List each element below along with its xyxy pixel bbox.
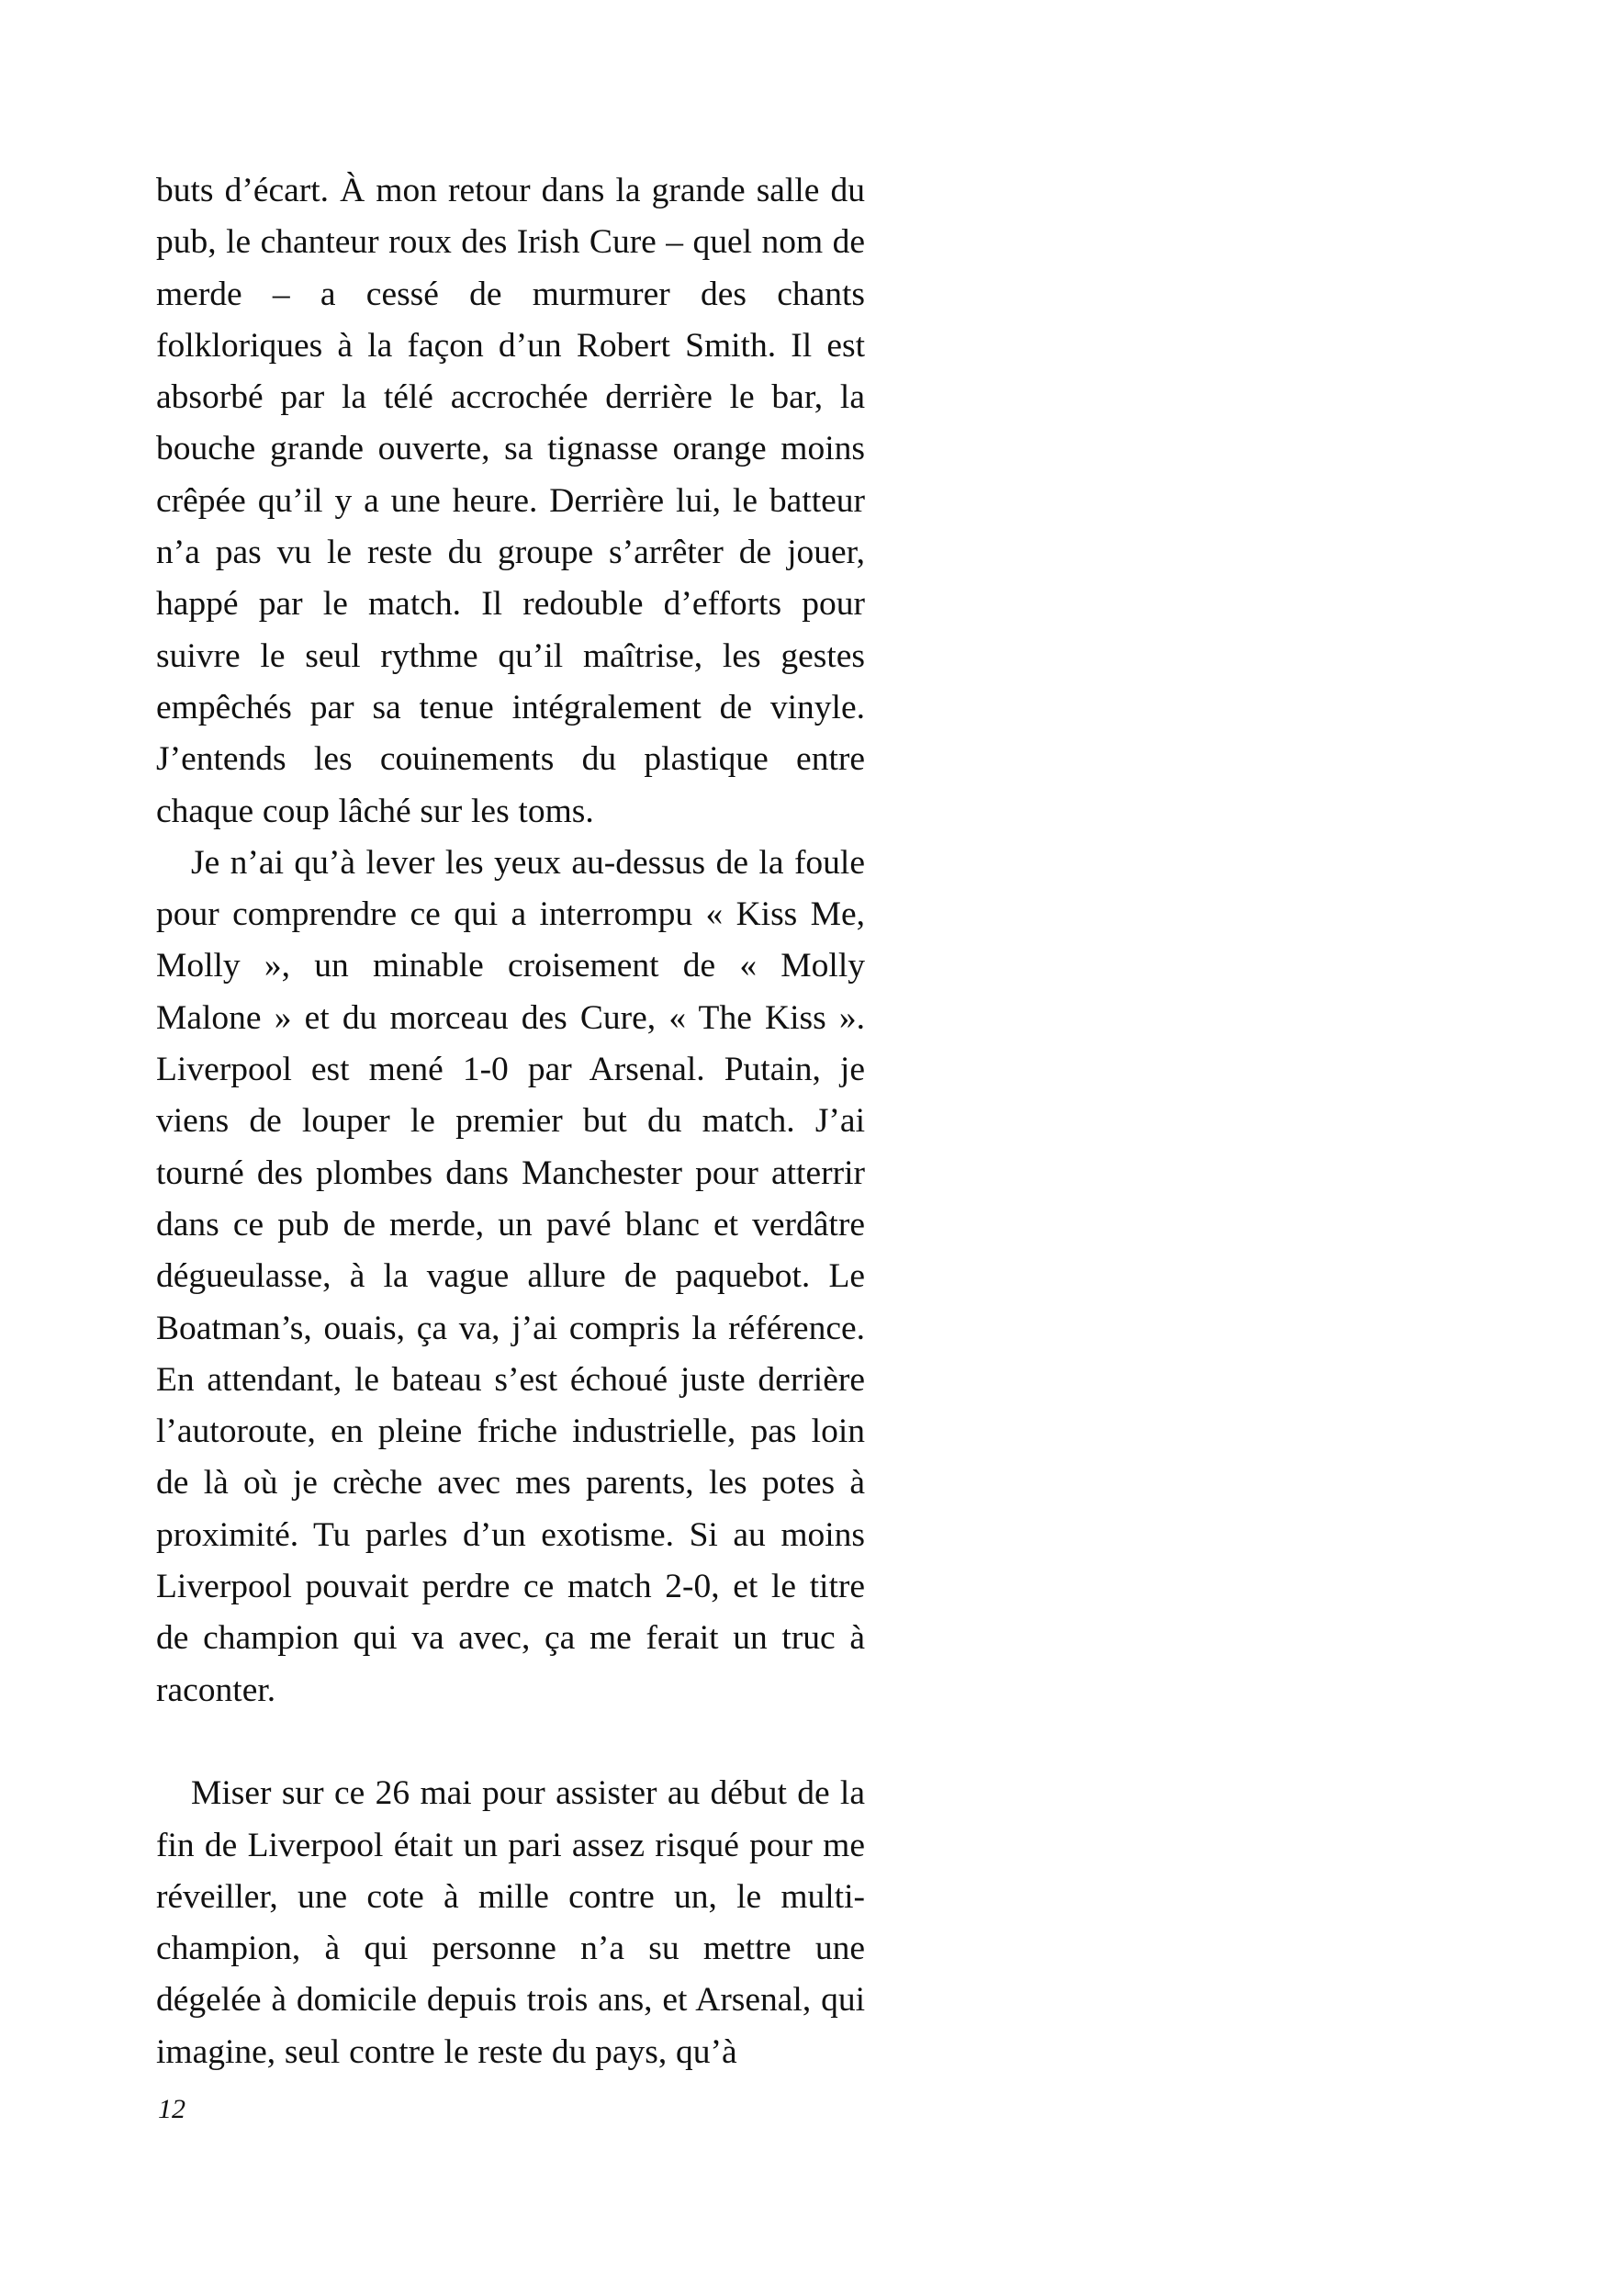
- paragraph-2: Je n’ai qu’à lever les yeux au-dessus de la foule pour comprendre ce qui a interrompu « Kiss Me, Molly », un minable croisement de « Molly Malone » et du morceau des Cure, « The Kiss ». Liverpool est mené 1-0 par Arsenal. Putain, je viens de louper le premier but du match. J’ai tourné des plombes dans Manchester pour atterrir dans ce pub de merde, un pavé blanc et verdâtre dégueulasse, à la vague allure de paquebot. Le Boatman’s, ouais, ça va, j’ai compris la référence. En attendant, le bateau s’est échoué juste derrière l’autoroute, en pleine friche industrielle, pas loin de là où je crèche avec mes parents, les potes à proximité. Tu parles d’un exotisme. Si au moins Liverpool pouvait perdre ce match 2-0, et le titre de champion qui va avec, ça me ferait un truc à raconter.: [156, 843, 865, 1709]
- paragraph-1: buts d’écart. À mon retour dans la grande salle du pub, le chanteur roux des Irish Cure – quel nom de merde – a cessé de murmurer des chants folkloriques à la façon d’un Robert Smith. Il est absorbé par la télé accrochée derrière le bar, la bouche grande ouverte, sa tignasse orange moins crêpée qu’il y a une heure. Derrière lui, le batteur n’a pas vu le reste du groupe s’arrêter de jouer, happé par le match. Il redouble d’efforts pour suivre le seul rythme qu’il maîtrise, les gestes empêchés par sa tenue intégralement de vinyle. J’entends les couinements du plastique entre chaque coup lâché sur les toms.: [156, 172, 865, 830]
- paragraph-3: Miser sur ce 26 mai pour assister au début de la fin de Liverpool était un pari assez risqué pour me réveiller, une cote à mille contre un, le multi-champion, à qui personne n’a su mettre une dégelée à domicile depuis trois ans, et Arsenal, qui imagine, seul contre le reste du pays, qu’à: [156, 1774, 865, 2071]
- page-text-block: [156, 165, 865, 2078]
- page-number: 12: [158, 2094, 185, 2124]
